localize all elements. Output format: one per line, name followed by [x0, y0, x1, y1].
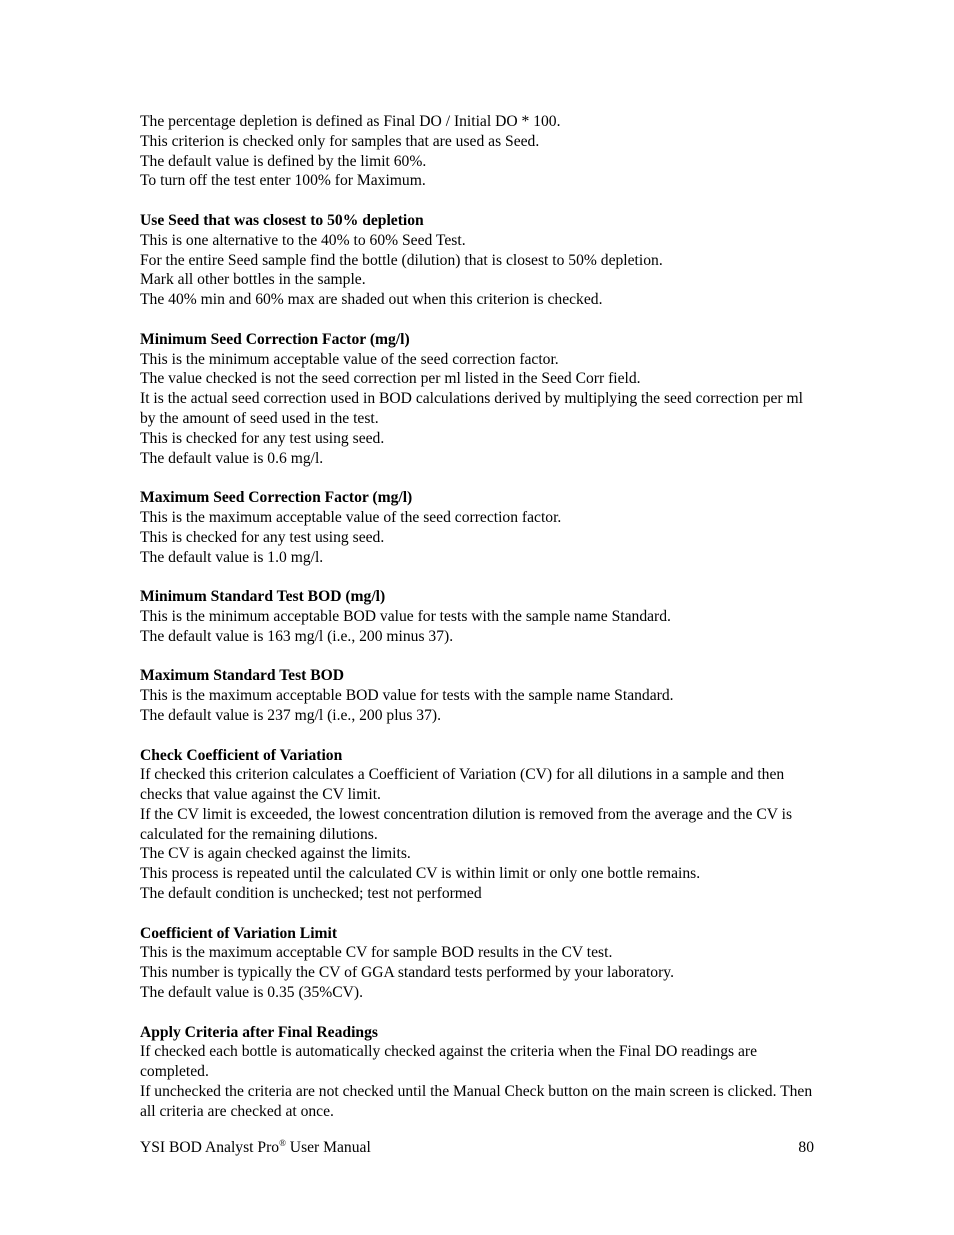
section-cv-limit	[140, 924, 820, 1003]
section-line: Mark all other bottles in the sample.	[140, 271, 366, 289]
section-line: The default value is 0.35 (35%CV).	[140, 984, 364, 1002]
page-body	[140, 112, 820, 1122]
section-line: The default value is 163 mg/l (i.e., 200 minus 37).	[140, 627, 454, 645]
section-line: The CV is again checked against the limits.	[140, 845, 411, 863]
intro-line: This criterion is checked only for samples that are used as Seed.	[140, 132, 540, 150]
section-max-standard-bod	[140, 666, 820, 725]
section-line: This is the maximum acceptable BOD value for tests with the sample name Standard.	[140, 687, 674, 705]
registered-mark: ®	[279, 1137, 286, 1148]
section-seed-closest-50	[140, 211, 820, 310]
section-line: The default value is 1.0 mg/l.	[140, 548, 324, 566]
section-line: If unchecked the criteria are not checked until the Manual Check button on the main screen is clicked. Then all criteria are checked at once.	[140, 1083, 813, 1120]
section-min-seed-correction	[140, 330, 820, 469]
footer-manual-title	[140, 1138, 371, 1158]
section-check-cv	[140, 746, 820, 904]
section-line: For the entire Seed sample find the bottle (dilution) that is closest to 50% depletion.	[140, 251, 663, 269]
section-line: This is checked for any test using seed.	[140, 528, 385, 546]
section-heading: Apply Criteria after Final Readings	[140, 1023, 378, 1041]
section-line: The default value is 0.6 mg/l.	[140, 449, 324, 467]
intro-line: The percentage depletion is defined as Final DO / Initial DO * 100.	[140, 113, 561, 130]
section-line: If the CV limit is exceeded, the lowest concentration dilution is removed from the average and the CV is calculated for the remaining dilutions.	[140, 805, 793, 843]
intro-line: To turn off the test enter 100% for Maximum.	[140, 172, 426, 190]
footer-product-name: YSI BOD Analyst Pro	[140, 1139, 280, 1156]
footer-title-suffix: User Manual	[285, 1139, 371, 1156]
section-heading: Maximum Seed Correction Factor (mg/l)	[140, 489, 413, 507]
section-line: If checked this criterion calculates a Coefficient of Variation (CV) for all dilutions in a sample and then checks that value against the CV limit.	[140, 766, 785, 804]
section-heading: Minimum Seed Correction Factor (mg/l)	[140, 330, 410, 348]
intro-paragraph	[140, 112, 820, 191]
section-line: It is the actual seed correction used in BOD calculations derived by multiplying the seed correction per ml by the amount of seed used in the test.	[140, 390, 803, 427]
section-line: This is the minimum acceptable value of the seed correction factor.	[140, 350, 559, 368]
section-min-standard-bod	[140, 587, 820, 646]
section-line: The default value is 237 mg/l (i.e., 200 plus 37).	[140, 706, 441, 724]
section-heading: Coefficient of Variation Limit	[140, 924, 338, 942]
page-number: 80	[798, 1139, 814, 1156]
section-line: If checked each bottle is automatically checked against the criteria when the Final DO readings are completed.	[140, 1043, 757, 1081]
section-line: This is the maximum acceptable value of the seed correction factor.	[140, 508, 562, 526]
section-line: This process is repeated until the calculated CV is within limit or only one bottle remains.	[140, 865, 701, 883]
section-line: This is the maximum acceptable CV for sample BOD results in the CV test.	[140, 944, 613, 962]
section-max-seed-correction	[140, 488, 820, 567]
page-footer	[140, 1138, 814, 1158]
section-apply-criteria	[140, 1023, 820, 1122]
section-line: This is the minimum acceptable BOD value for tests with the sample name Standard.	[140, 607, 671, 625]
intro-line: The default value is defined by the limit 60%.	[140, 152, 427, 170]
section-line: The 40% min and 60% max are shaded out when this criterion is checked.	[140, 291, 603, 309]
section-line: This number is typically the CV of GGA standard tests performed by your laboratory.	[140, 964, 674, 982]
section-line: The default condition is unchecked; test not performed	[140, 885, 482, 903]
section-heading: Use Seed that was closest to 50% depletion	[140, 211, 424, 229]
section-heading: Maximum Standard Test BOD	[140, 667, 345, 685]
section-heading: Check Coefficient of Variation	[140, 746, 343, 764]
section-line: This is one alternative to the 40% to 60% Seed Test.	[140, 231, 466, 249]
section-line: This is checked for any test using seed.	[140, 429, 385, 447]
section-line: The value checked is not the seed correction per ml listed in the Seed Corr field.	[140, 370, 641, 388]
section-heading: Minimum Standard Test BOD (mg/l)	[140, 588, 386, 606]
